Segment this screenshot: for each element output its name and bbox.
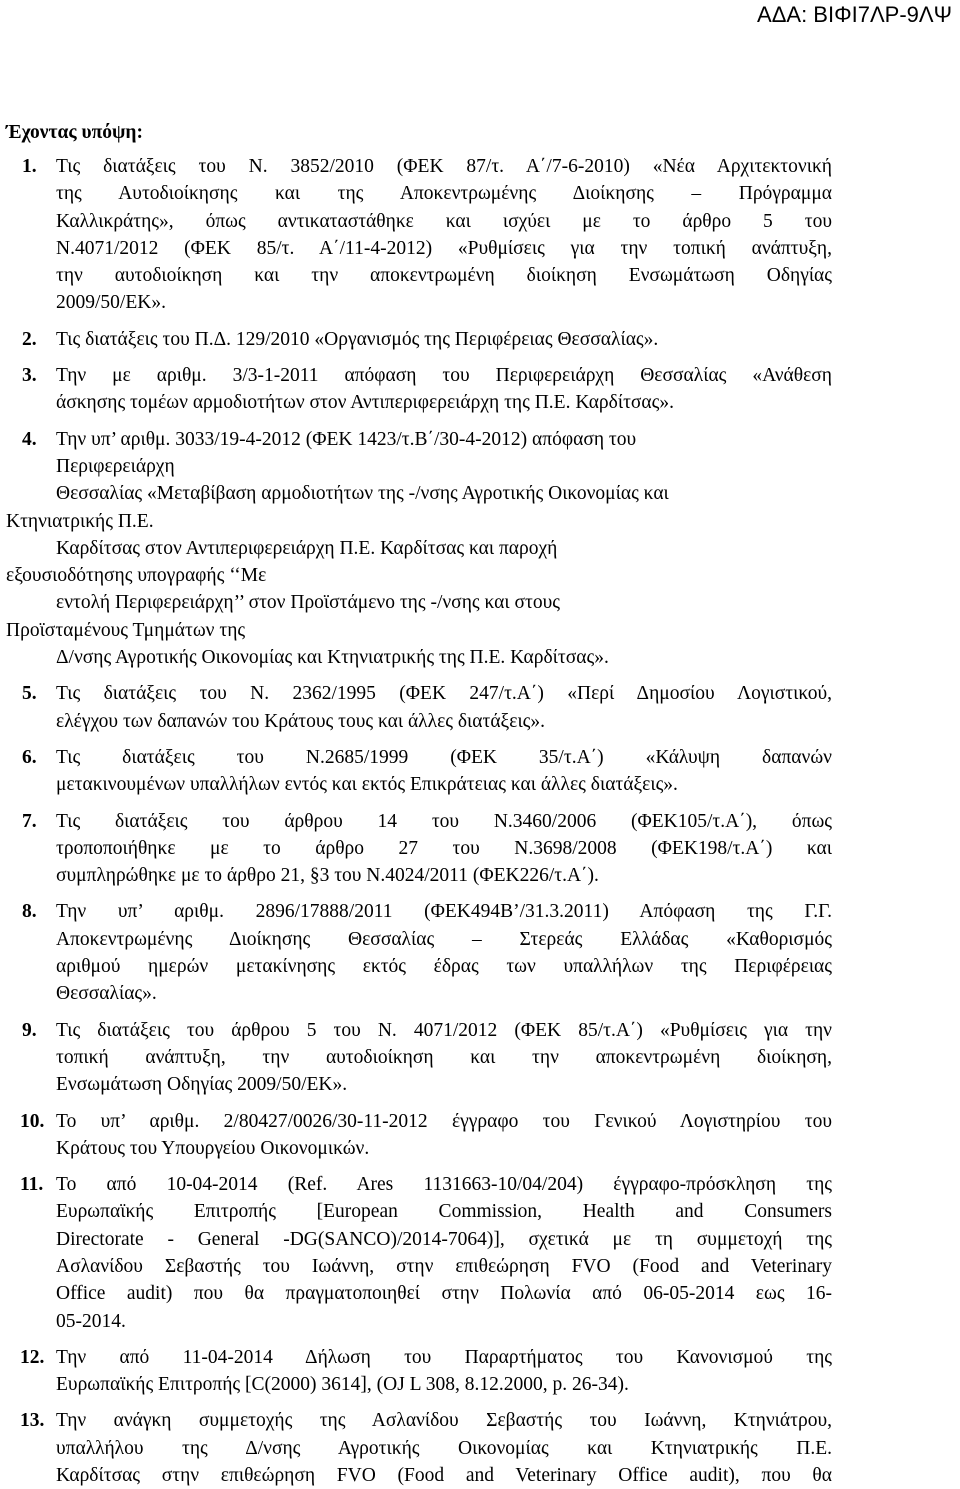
item-line: Ενσωμάτωση Οδηγίας 2009/50/ΕΚ». <box>56 1074 348 1096</box>
item-line: Καλλικράτης», όπως αντικαταστάθηκε και ισχύει με το άρθρο 5 του <box>56 210 832 232</box>
item-line: Προϊσταμένους Τμημάτων της <box>6 619 246 641</box>
item-line: Την με αριθμ. 3/3-1-2011 απόφαση του Περιφερειάρχη Θεσσαλίας «Ανάθεση <box>56 365 832 387</box>
item-line: Αποκεντρωμένης Διοίκησης Θεσσαλίας – Στερεάς Ελλάδας «Καθορισμός <box>56 928 832 950</box>
item-number: 2. <box>22 328 37 350</box>
item-line: Ασλανίδου Σεβαστής του Ιωάννη, στην επιθεώρηση FVO (Food and Veterinary <box>56 1255 832 1277</box>
item-line: Την υπ’ αριθμ. 3033/19-4-2012 (ΦΕΚ 1423/τ.Β΄/30-4-2012) απόφαση του <box>56 428 637 450</box>
item-line: εξουσιοδότησης υπογραφής ‘‘Με <box>6 565 267 587</box>
item-line: υπαλλήλου της Δ/νσης Αγροτικής Οικονομίας και Κτηνιατρικής Π.Ε. <box>56 1437 832 1459</box>
list-item-9 <box>6 1017 832 1099</box>
item-number: 5. <box>22 683 37 705</box>
item-line: Office audit) που θα πραγματοποιηθεί στην Πολωνία από 06-05-2014 εως 16- <box>56 1283 832 1305</box>
item-line: μετακινουμένων υπαλλήλων εντός και εκτός Επικράτειας και άλλες διατάξεις». <box>56 774 678 796</box>
list-item-1 <box>6 153 832 317</box>
list-item-10 <box>6 1108 832 1163</box>
list-item-12 <box>6 1344 832 1399</box>
item-line: άσκησης τομέων αρμοδιοτήτων στον Αντιπεριφερειάρχη της Π.Ε. Καρδίτσας». <box>56 392 674 414</box>
item-line: Ευρωπαϊκής Επιτροπής [European Commission, Health and Consumers <box>56 1201 832 1223</box>
item-line: την αυτοδιοίκηση και την αποκεντρωμένη διοίκηση Ενσωμάτωση Οδηγίας <box>56 265 832 287</box>
item-line: Θεσσαλίας». <box>56 983 157 1005</box>
list-item-2 <box>6 326 832 353</box>
item-line: Καρδίτσας στον Αντιπεριφερειάρχη Π.Ε. Καρδίτσας και παροχή <box>56 537 558 559</box>
list-item-11 <box>6 1171 832 1335</box>
ada-code: ΑΔΑ: ΒΙΦΙ7ΛΡ-9ΛΨ <box>757 2 952 27</box>
list-item-5 <box>6 680 832 735</box>
item-line: Καρδίτσας στην επιθεώρηση FVO (Food and Veterinary Office audit), που θα <box>56 1465 832 1487</box>
item-number: 8. <box>22 901 37 923</box>
item-line: Τις διατάξεις του Ν. 3852/2010 (ΦΕΚ 87/τ. Α΄/7-6-2010) «Νέα Αρχιτεκτονική <box>56 156 832 177</box>
item-line: αριθμού ημερών μετακίνησης εκτός έδρας των υπαλλήλων της Περιφέρειας <box>56 956 832 978</box>
item-line: Τις διατάξεις του άρθρου 5 του Ν. 4071/2012 (ΦΕΚ 85/τ.Α΄) «Ρυθμίσεις για την <box>56 1019 832 1041</box>
item-line: Την ανάγκη συμμετοχής της Ασλανίδου Σεβαστής του Ιωάννη, Κτηνιάτρου, <box>56 1410 832 1432</box>
item-line: 2009/50/ΕΚ». <box>56 292 166 314</box>
list-item-8 <box>6 898 832 1007</box>
list-item-3 <box>6 362 832 417</box>
item-line: Κτηνιατρικής Π.Ε. <box>6 510 154 532</box>
item-number: 10. <box>20 1110 45 1132</box>
list-item-4 <box>6 426 832 672</box>
item-number: 13. <box>20 1410 45 1432</box>
item-line: Το από 10-04-2014 (Ref. Ares 1131663-10/04/204) έγγραφο-πρόσκληση της <box>56 1174 832 1196</box>
item-number: 9. <box>22 1019 37 1041</box>
item-line: Directorate - General -DG(SANCO)/2014-7064)], σχετικά με τη συμμετοχή της <box>56 1228 832 1250</box>
item-line: Τις διατάξεις του Ν. 2362/1995 (ΦΕΚ 247/τ.Α΄) «Περί Δημοσίου Λογιστικού, <box>56 683 832 705</box>
item-line: τροποποιήθηκε με το άρθρο 27 του Ν.3698/2008 (ΦΕΚ198/τ.Α΄) και <box>56 837 832 859</box>
item-line: ελέγχου των δαπανών του Κράτους τους και άλλες διατάξεις». <box>56 710 546 732</box>
list-item-13 <box>6 1407 832 1489</box>
item-line: συμπληρώθηκε με το άρθρο 21, §3 του Ν.4024/2011 (ΦΕΚ226/τ.Α΄). <box>56 865 599 887</box>
item-line: Την από 11-04-2014 Δήλωση του Παραρτήματος του Κανονισμού της <box>56 1346 832 1368</box>
item-line: τοπική ανάπτυξη, την αυτοδιοίκηση και την αποκεντρωμένη διοίκηση, <box>56 1046 832 1068</box>
item-number: 11. <box>20 1174 44 1196</box>
list-item-6 <box>6 744 832 799</box>
item-line: Κράτους του Υπουργείου Οικονομικών. <box>56 1137 370 1159</box>
item-number: 4. <box>22 428 37 450</box>
item-line: Την υπ’ αριθμ. 2896/17888/2011 (ΦΕΚ494Β’/31.3.2011) Απόφαση της Γ.Γ. <box>56 901 832 923</box>
considerations-heading: Έχοντας υπόψη: <box>6 122 143 143</box>
item-line: Δ/νσης Αγροτικής Οικονομίας και Κτηνιατρικής της Π.Ε. Καρδίτσας». <box>56 647 609 669</box>
item-line: Θεσσαλίας «Μεταβίβαση αρμοδιοτήτων της -/νσης Αγροτικής Οικονομίας και <box>56 483 669 505</box>
item-line: εντολή Περιφερειάρχη’’ στον Προϊστάμενο της -/νσης και στους <box>56 592 560 614</box>
item-line: Ν.4071/2012 (ΦΕΚ 85/τ. Α΄/11-4-2012) «Ρυθμίσεις για την τοπική ανάπτυξη, <box>56 237 832 259</box>
item-line: Περιφερειάρχη <box>56 455 175 477</box>
item-line: Ευρωπαϊκής Επιτροπής [C(2000) 3614], (OJ L 308, 8.12.2000, p. 26-34). <box>56 1374 629 1396</box>
item-number: 3. <box>22 365 37 387</box>
item-line: Το υπ’ αριθμ. 2/80427/0026/30-11-2012 έγγραφο του Γενικού Λογιστηρίου του <box>56 1110 832 1132</box>
item-number: 7. <box>22 810 37 832</box>
item-number: 12. <box>20 1346 45 1368</box>
item-line: Τις διατάξεις του Ν.2685/1999 (ΦΕΚ 35/τ.Α΄) «Κάλυψη δαπανών <box>56 746 832 768</box>
item-number: 1. <box>22 156 37 177</box>
list-item-7 <box>6 808 832 890</box>
item-number: 6. <box>22 746 37 768</box>
item-line: 05-2014. <box>56 1310 126 1332</box>
item-line: Τις διατάξεις του άρθρου 14 του Ν.3460/2006 (ΦΕΚ105/τ.Α΄), όπως <box>56 810 832 832</box>
item-line: της Αυτοδιοίκησης και της Αποκεντρωμένης Διοίκησης – Πρόγραμμα <box>56 183 832 205</box>
document-body <box>6 119 832 1489</box>
item-line: Τις διατάξεις του Π.Δ. 129/2010 «Οργανισμός της Περιφέρειας Θεσσαλίας». <box>56 328 659 350</box>
